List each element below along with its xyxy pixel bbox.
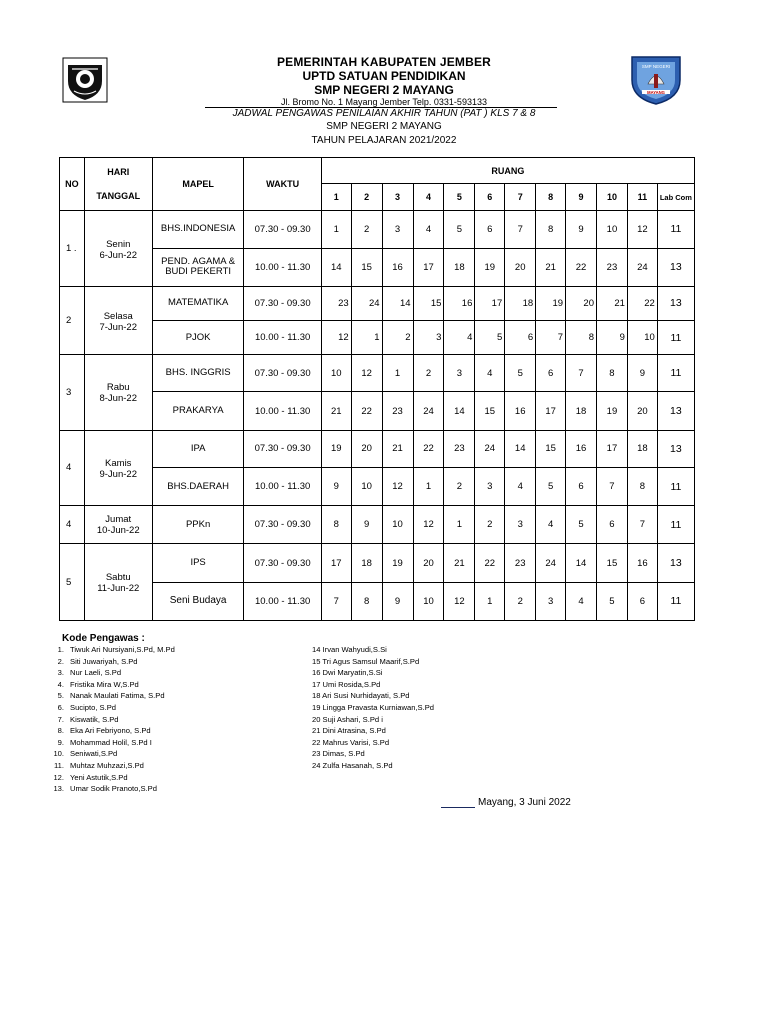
header-room-2: 2	[364, 192, 370, 203]
kode-item	[44, 645, 175, 654]
kode-item: 21 Dini Atrasina, S.Pd	[312, 726, 386, 736]
kode-name: Umar Sodik Pranoto,S.Pd	[70, 784, 157, 794]
table-row	[60, 355, 695, 392]
kode-pengawas-title: Kode Pengawas :	[62, 633, 145, 644]
row-number: 2	[66, 315, 72, 327]
room-10-code: 21	[614, 297, 625, 309]
table-row	[60, 506, 695, 544]
room-6-code: 15	[484, 405, 496, 417]
mapel-name: IPA	[190, 442, 206, 454]
room-5-code: 21	[454, 557, 465, 569]
row-number: 5	[66, 576, 72, 588]
table-row	[60, 430, 695, 467]
room-6-code: 17	[491, 297, 503, 309]
kode-item	[44, 715, 119, 724]
kode-name: Nur Laeli, S.Pd	[70, 668, 122, 678]
kode-number: 2.	[57, 656, 64, 666]
room-10-code: 7	[609, 481, 615, 493]
room-5-code: 14	[454, 405, 465, 417]
row-number: 1 .	[66, 243, 77, 255]
room-11-code: 24	[637, 261, 648, 273]
room-8-code: 15	[545, 443, 556, 455]
day-name: Kamis	[105, 457, 132, 469]
lab-com-code: 11	[670, 331, 682, 344]
room-3-code: 9	[394, 595, 401, 607]
room-10-code: 9	[619, 332, 625, 344]
room-8-code: 3	[547, 595, 554, 607]
room-3-code: 12	[392, 481, 403, 493]
room-9-code: 4	[578, 595, 584, 607]
room-1-code: 17	[330, 557, 342, 569]
room-2-code: 20	[361, 443, 372, 455]
table-row	[60, 211, 695, 248]
room-6-code: 24	[484, 443, 496, 455]
waktu-time: 07.30 - 09.30	[254, 519, 311, 531]
kode-item: 20 Suji Ashari, S.Pd i	[312, 714, 383, 724]
day-date: 7-Jun-22	[99, 321, 137, 333]
room-2-code: 18	[361, 557, 372, 569]
header-school: SMP NEGERI 2 MAYANG	[314, 83, 454, 97]
room-9-code: 5	[578, 519, 584, 531]
room-5-code: 16	[461, 297, 473, 309]
day-name: Jumat	[105, 513, 132, 525]
schedule-body	[60, 158, 695, 621]
header-room-10: 10	[606, 192, 617, 203]
room-5-code: 23	[454, 443, 465, 455]
waktu-time: 07.30 - 09.30	[254, 367, 311, 379]
room-11-code: 16	[637, 557, 648, 569]
room-3-code: 2	[405, 332, 411, 344]
room-11-code: 9	[639, 367, 645, 379]
waktu-time: 10.00 - 11.30	[254, 332, 311, 344]
room-8-code: 4	[547, 519, 554, 531]
day-name: Rabu	[106, 382, 130, 394]
kode-number: 9.	[57, 737, 64, 747]
room-2-code: 1	[374, 332, 380, 344]
kode-number: 8.	[57, 726, 64, 736]
row-number: 4	[66, 519, 72, 531]
kode-item	[44, 691, 165, 700]
signature-place-date: Mayang, 3 Juni 2022	[478, 797, 571, 808]
mapel-name: PJOK	[185, 331, 211, 343]
kode-name: Muhtaz Muhzazi,S.Pd	[70, 761, 144, 770]
room-11-code: 20	[637, 405, 648, 417]
day-date: 11-Jun-22	[97, 583, 140, 595]
kode-number: 11.	[54, 761, 64, 770]
room-7-code: 14	[514, 443, 526, 455]
room-3-code: 3	[394, 223, 401, 235]
room-3-code: 16	[392, 261, 403, 273]
kode-item	[44, 680, 139, 689]
kode-name: Yeni Astutik,S.Pd	[70, 772, 128, 782]
header-room-8: 8	[548, 192, 554, 203]
mapel-name: BHS. INGGRIS	[165, 367, 231, 379]
room-4-code: 15	[430, 297, 442, 309]
room-4-code: 22	[423, 443, 434, 455]
room-9-code: 7	[578, 367, 584, 379]
kode-item: 17 Umi Rosida,S.Pd	[312, 679, 381, 689]
waktu-time: 10.00 - 11.30	[254, 595, 311, 607]
day-name: Sabtu	[105, 572, 131, 584]
room-1-code: 1	[333, 223, 339, 235]
room-2-code: 9	[363, 519, 370, 531]
room-6-code: 2	[487, 519, 493, 531]
mapel-name: Seni Budaya	[169, 595, 227, 607]
lab-com-code: 11	[670, 595, 682, 608]
document-title: JADWAL PENGAWAS PENILAIAN AKHIR TAHUN (PAT ) KLS 7 & 8	[232, 108, 536, 119]
mapel-name: PRAKARYA	[172, 405, 224, 417]
header-room-1: 1	[333, 192, 339, 203]
waktu-time: 10.00 - 11.30	[254, 405, 311, 417]
room-11-code: 8	[639, 481, 645, 493]
room-3-code: 1	[394, 367, 401, 379]
room-6-code: 6	[487, 223, 493, 235]
room-4-code: 17	[423, 261, 434, 273]
day-date: 6-Jun-22	[99, 249, 137, 261]
kode-number: 12.	[53, 772, 64, 782]
kode-item: 19 Lingga Pravasta Kurniawan,S.Pd	[312, 703, 435, 712]
kode-number: 10.	[53, 749, 64, 759]
room-1-code: 10	[330, 367, 342, 379]
room-10-code: 19	[606, 405, 618, 417]
kode-name: Siti Juwariyah, S.Pd	[70, 656, 138, 666]
room-8-code: 19	[552, 297, 564, 309]
kode-name: Seniwati,S.Pd	[70, 749, 118, 759]
kode-item: 23 Dimas, S.Pd	[312, 749, 365, 759]
header-room-9: 9	[578, 192, 584, 203]
room-4-code: 4	[425, 223, 432, 235]
room-2-code: 24	[369, 297, 380, 309]
room-7-code: 6	[527, 332, 534, 344]
room-1-code: 9	[333, 481, 339, 493]
header-uptd: UPTD SATUAN PENDIDIKAN	[302, 69, 466, 83]
lab-com-code: 13	[670, 261, 682, 274]
kode-item	[44, 749, 117, 758]
schedule-table	[59, 157, 695, 621]
kode-item	[44, 668, 121, 677]
room-11-code: 18	[637, 443, 648, 455]
table-row	[60, 544, 695, 582]
room-1-code: 23	[338, 297, 349, 309]
room-2-code: 8	[363, 595, 370, 607]
room-3-code: 19	[392, 557, 403, 569]
table-row	[60, 582, 695, 620]
room-4-code: 2	[425, 367, 432, 379]
table-row	[60, 321, 695, 355]
signature-line	[441, 807, 475, 808]
room-10-code: 5	[609, 595, 615, 607]
room-9-code: 9	[578, 223, 584, 235]
kode-item	[44, 773, 128, 782]
room-4-code: 3	[436, 332, 442, 344]
header-address: Jl. Bromo No. 1 Mayang Jember Telp. 0331-593133	[281, 97, 487, 107]
row-number: 4	[66, 462, 72, 474]
table-row	[60, 248, 695, 286]
waktu-time: 07.30 - 09.30	[254, 223, 311, 235]
room-5-code: 4	[467, 332, 473, 344]
table-row	[60, 392, 695, 430]
room-8-code: 8	[547, 223, 554, 235]
lab-com-code: 11	[670, 223, 682, 236]
header-mapel: MAPEL	[182, 179, 214, 190]
room-6-code: 4	[487, 367, 493, 379]
mapel-name: PPKn	[185, 518, 211, 530]
room-7-code: 4	[517, 481, 523, 493]
kode-name: Sucipto, S.Pd	[70, 703, 117, 712]
room-5-code: 12	[454, 595, 465, 607]
room-8-code: 17	[545, 405, 556, 417]
room-8-code: 7	[557, 332, 564, 344]
room-7-code: 5	[517, 367, 523, 379]
kode-item	[44, 738, 152, 747]
logo-text-top: SMP NEGERI	[641, 64, 671, 69]
room-10-code: 10	[606, 223, 618, 235]
day-date: 8-Jun-22	[99, 393, 137, 405]
room-11-code: 7	[639, 519, 645, 531]
header-ruang: RUANG	[491, 165, 525, 176]
mapel-name: IPS	[190, 557, 206, 569]
room-10-code: 15	[606, 557, 618, 569]
kode-number: 4.	[57, 679, 64, 689]
room-5-code: 3	[456, 367, 463, 379]
room-7-code: 7	[517, 223, 523, 235]
lab-com-code: 13	[670, 297, 682, 310]
day-name: Senin	[106, 238, 131, 250]
room-9-code: 18	[575, 405, 587, 417]
kode-number: 1.	[57, 645, 64, 654]
header-no: NO	[65, 179, 79, 190]
kode-number: 5.	[57, 691, 64, 701]
document-school: SMP NEGERI 2 MAYANG	[326, 121, 442, 132]
kode-item	[44, 784, 157, 793]
header-room-11: 11	[637, 192, 648, 203]
mapel-name-line2: BUDI PEKERTI	[165, 266, 232, 278]
room-1-code: 12	[338, 332, 349, 344]
kode-item	[44, 761, 144, 770]
room-4-code: 10	[423, 595, 434, 607]
room-10-code: 8	[609, 367, 615, 379]
lab-com-code: 13	[670, 405, 682, 418]
kode-item: 22 Mahrus Varisi, S.Pd	[312, 737, 390, 747]
room-1-code: 7	[333, 595, 339, 607]
header-government: PEMERINTAH KABUPATEN JEMBER	[276, 55, 492, 69]
header-row	[60, 158, 695, 184]
mapel-name: BHS.DAERAH	[167, 480, 229, 492]
kode-name: Nanak Maulati Fatima, S.Pd	[70, 691, 165, 701]
room-9-code: 8	[588, 332, 594, 344]
room-8-code: 5	[547, 481, 554, 493]
kode-name: Eka Ari Febriyono, S.Pd	[70, 726, 151, 736]
room-4-code: 12	[423, 519, 434, 531]
room-5-code: 5	[456, 223, 463, 235]
header-waktu: WAKTU	[266, 179, 300, 190]
kode-number: 13.	[53, 784, 64, 794]
room-6-code: 3	[487, 481, 493, 493]
mapel-name: MATEMATIKA	[167, 297, 229, 309]
room-3-code: 14	[399, 297, 411, 309]
room-7-code: 23	[514, 557, 526, 569]
table-row	[60, 467, 695, 505]
kode-item	[44, 726, 151, 735]
room-3-code: 21	[392, 443, 403, 455]
waktu-time: 07.30 - 09.30	[254, 297, 311, 309]
room-11-code: 12	[637, 223, 648, 235]
room-6-code: 5	[496, 332, 503, 344]
room-10-code: 23	[606, 261, 618, 273]
kode-item: 16 Dwi Maryatin,S.Si	[312, 668, 383, 678]
room-1-code: 14	[330, 261, 342, 273]
header-room-4: 4	[425, 192, 431, 203]
room-7-code: 2	[517, 595, 523, 607]
room-11-code: 22	[644, 297, 655, 309]
mapel-name: PEND. AGAMA &	[161, 256, 236, 268]
room-10-code: 17	[606, 443, 618, 455]
room-9-code: 20	[583, 297, 594, 309]
table-row	[60, 286, 695, 320]
waktu-time: 10.00 - 11.30	[254, 481, 311, 493]
lab-com-code: 13	[670, 557, 682, 570]
header-room-5: 5	[456, 192, 462, 203]
kode-item: 24 Zulfa Hasanah, S.Pd	[312, 761, 393, 770]
lab-com-code: 11	[670, 480, 682, 493]
kode-number: 3.	[57, 668, 64, 678]
room-1-code: 19	[330, 443, 342, 455]
room-8-code: 21	[545, 261, 556, 273]
kode-name: Tiwuk Ari Nursiyani,S.Pd, M.Pd	[70, 645, 175, 654]
kode-name: Kiswatik, S.Pd	[70, 714, 119, 724]
lab-com-code: 13	[670, 442, 682, 455]
day-date: 9-Jun-22	[99, 468, 137, 480]
room-4-code: 24	[423, 405, 434, 417]
document-year: TAHUN PELAJARAN 2021/2022	[311, 135, 457, 146]
room-6-code: 22	[484, 557, 496, 569]
room-8-code: 6	[547, 367, 554, 379]
room-10-code: 6	[609, 519, 615, 531]
mapel-name: BHS.INDONESIA	[160, 223, 236, 235]
kode-name: Mohammad Holil, S.Pd I	[70, 737, 152, 747]
room-6-code: 19	[484, 261, 496, 273]
header-room-6: 6	[487, 192, 493, 203]
kode-number: 7.	[57, 714, 64, 724]
room-2-code: 10	[361, 481, 372, 493]
header-lab-com: Lab Com	[659, 193, 692, 203]
room-2-code: 2	[363, 223, 370, 235]
header-tanggal: TANGGAL	[96, 191, 141, 202]
room-11-code: 10	[644, 332, 655, 344]
row-number: 3	[66, 386, 72, 398]
logo-text-bottom: MAYANG	[647, 90, 665, 95]
kode-number: 6.	[57, 703, 64, 712]
room-3-code: 10	[392, 519, 403, 531]
room-5-code: 18	[454, 261, 465, 273]
room-3-code: 23	[392, 405, 403, 417]
room-7-code: 3	[517, 519, 523, 531]
room-7-code: 20	[514, 261, 526, 273]
kode-item	[44, 703, 116, 712]
room-5-code: 2	[456, 481, 463, 493]
room-5-code: 1	[456, 519, 463, 531]
kode-item: 18 Ari Susi Nurhidayati, S.Pd	[312, 691, 410, 701]
kode-name: Fristika Mira W,S.Pd	[70, 679, 139, 689]
lab-com-code: 11	[670, 367, 682, 380]
room-1-code: 8	[333, 519, 339, 531]
room-9-code: 6	[578, 481, 584, 493]
waktu-time: 10.00 - 11.30	[254, 261, 311, 273]
kode-item	[44, 657, 138, 666]
room-9-code: 16	[575, 443, 587, 455]
room-7-code: 16	[514, 405, 526, 417]
room-6-code: 1	[487, 595, 493, 607]
header-room-3: 3	[395, 192, 401, 203]
room-4-code: 1	[425, 481, 432, 493]
room-11-code: 6	[639, 595, 645, 607]
kode-item: 14 Irvan Wahyudi,S.Si	[312, 645, 387, 654]
lab-com-code: 11	[670, 518, 682, 531]
room-7-code: 18	[522, 297, 534, 309]
room-2-code: 12	[361, 367, 372, 379]
room-2-code: 15	[361, 261, 372, 273]
day-date: 10-Jun-22	[96, 524, 140, 536]
room-8-code: 24	[545, 557, 556, 569]
waktu-time: 07.30 - 09.30	[254, 557, 311, 569]
kode-item: 15 Tri Agus Samsul Maarif,S.Pd	[312, 656, 420, 666]
room-2-code: 22	[361, 405, 372, 417]
room-4-code: 20	[423, 557, 434, 569]
room-9-code: 22	[575, 261, 587, 273]
header-room-7: 7	[517, 192, 523, 203]
room-1-code: 21	[330, 405, 342, 417]
room-9-code: 14	[575, 557, 587, 569]
header-hari: HARI	[107, 167, 130, 178]
day-name: Selasa	[103, 310, 133, 322]
waktu-time: 07.30 - 09.30	[254, 443, 311, 455]
